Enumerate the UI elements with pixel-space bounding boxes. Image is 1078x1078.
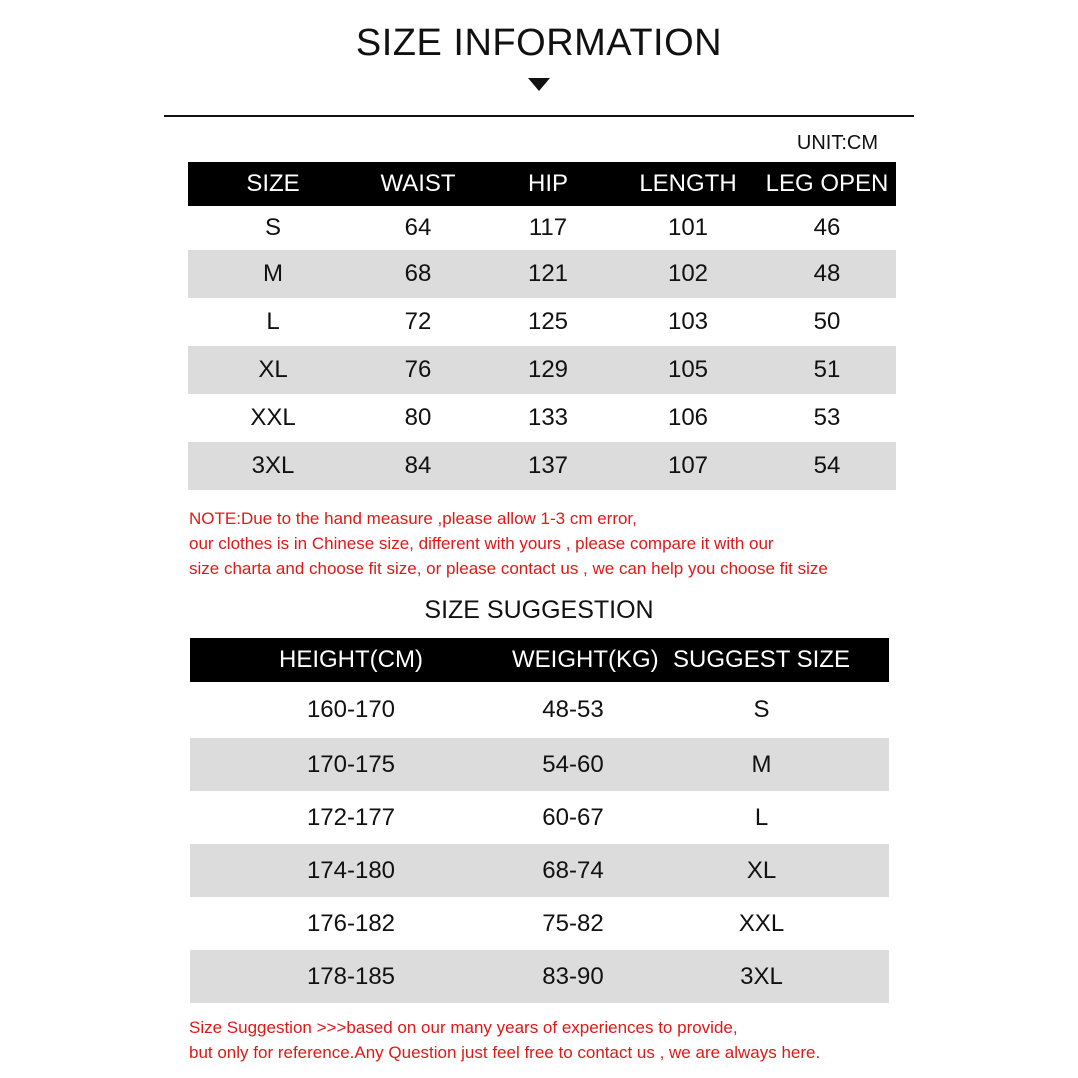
table-cell: 60-67 [542, 803, 604, 831]
table-cell: 121 [527, 260, 569, 287]
table-cell: 64 [404, 214, 432, 241]
table-cell: 160-170 [306, 696, 396, 723]
table-cell: 76 [404, 356, 432, 383]
table-cell: 178-185 [306, 962, 396, 990]
table-cell: 174-180 [306, 856, 396, 884]
table-cell: S [264, 214, 281, 241]
table-cell: 54-60 [542, 750, 604, 778]
note-line: but only for reference.Any Question just feel free to contact us , we are always here. [189, 1043, 821, 1062]
size-table-header [188, 162, 896, 206]
table-cell: 68 [404, 260, 432, 287]
table-cell: 176-182 [306, 909, 396, 937]
column-header: HIP [527, 170, 568, 197]
divider [164, 115, 914, 117]
measurement-note [189, 506, 828, 581]
table-cell: 101 [667, 214, 709, 241]
table-row [188, 298, 896, 346]
table-cell: 75-82 [542, 909, 604, 937]
suggestion-note [189, 1015, 820, 1065]
table-row [188, 394, 896, 442]
column-header: SIZE [246, 170, 300, 197]
table-cell: 125 [527, 308, 569, 335]
table-cell: 107 [667, 452, 709, 479]
table-row [190, 682, 889, 738]
table-row [190, 738, 889, 791]
table-row [190, 844, 889, 897]
table-cell: 48 [813, 260, 841, 287]
note-line: NOTE:Due to the hand measure ,please allow 1-3 cm error, [189, 509, 637, 528]
table-cell: 46 [813, 214, 841, 241]
table-row [190, 791, 889, 844]
table-cell: S [753, 696, 770, 723]
table-row [188, 250, 896, 298]
table-cell: 54 [813, 452, 841, 479]
table-cell: XXL [738, 909, 785, 937]
table-cell: 84 [404, 452, 432, 479]
table-cell: L [266, 308, 280, 335]
table-row [190, 950, 889, 1003]
table-cell: 103 [667, 308, 709, 335]
table-cell: 3XL [251, 452, 295, 479]
page-title: SIZE INFORMATION [355, 22, 723, 64]
table-cell: 117 [528, 214, 568, 241]
table-cell: 129 [527, 356, 569, 383]
table-cell: 53 [813, 404, 841, 431]
note-line: our clothes is in Chinese size, different with yours , please compare it with our [189, 534, 774, 553]
table-cell: 105 [667, 356, 709, 383]
table-cell: XL [746, 856, 777, 884]
size-table [188, 162, 896, 490]
column-header: LENGTH [639, 170, 737, 197]
table-row [188, 346, 896, 394]
note-line: Size Suggestion >>>based on our many years of experiences to provide, [189, 1018, 738, 1037]
column-header: LEG OPEN [765, 170, 889, 197]
unit-label: UNIT:CM [796, 132, 878, 154]
table-cell: 133 [527, 404, 569, 431]
table-cell: M [263, 260, 283, 287]
column-header: WAIST [380, 170, 456, 197]
table-cell: 51 [813, 356, 841, 383]
table-row [188, 442, 896, 490]
down-arrow-icon [528, 78, 550, 91]
table-row [188, 206, 896, 250]
table-cell: 50 [813, 308, 841, 335]
table-cell: 68-74 [542, 856, 604, 884]
table-cell: 3XL [740, 962, 783, 990]
table-row [190, 897, 889, 950]
table-cell: XL [258, 356, 288, 383]
column-header: SUGGEST SIZE [673, 646, 850, 673]
table-cell: 72 [404, 308, 432, 335]
suggestion-table [190, 638, 889, 1003]
table-cell: 102 [667, 260, 709, 287]
table-cell: L [754, 803, 769, 831]
table-cell: 83-90 [542, 962, 604, 990]
table-cell: 48-53 [542, 696, 604, 723]
table-cell: 80 [404, 404, 432, 431]
section-title: SIZE SUGGESTION [424, 596, 654, 624]
table-cell: 170-175 [306, 750, 396, 778]
table-cell: XXL [250, 404, 296, 431]
table-cell: 172-177 [306, 803, 396, 831]
table-cell: 137 [527, 452, 569, 479]
suggestion-table-header [190, 638, 889, 682]
table-cell: M [751, 750, 772, 778]
note-line: size charta and choose fit size, or please contact us , we can help you choose fit size [189, 559, 828, 578]
column-header: WEIGHT(KG) [512, 646, 659, 673]
column-header: HEIGHT(CM) [279, 646, 423, 673]
table-cell: 106 [667, 404, 709, 431]
